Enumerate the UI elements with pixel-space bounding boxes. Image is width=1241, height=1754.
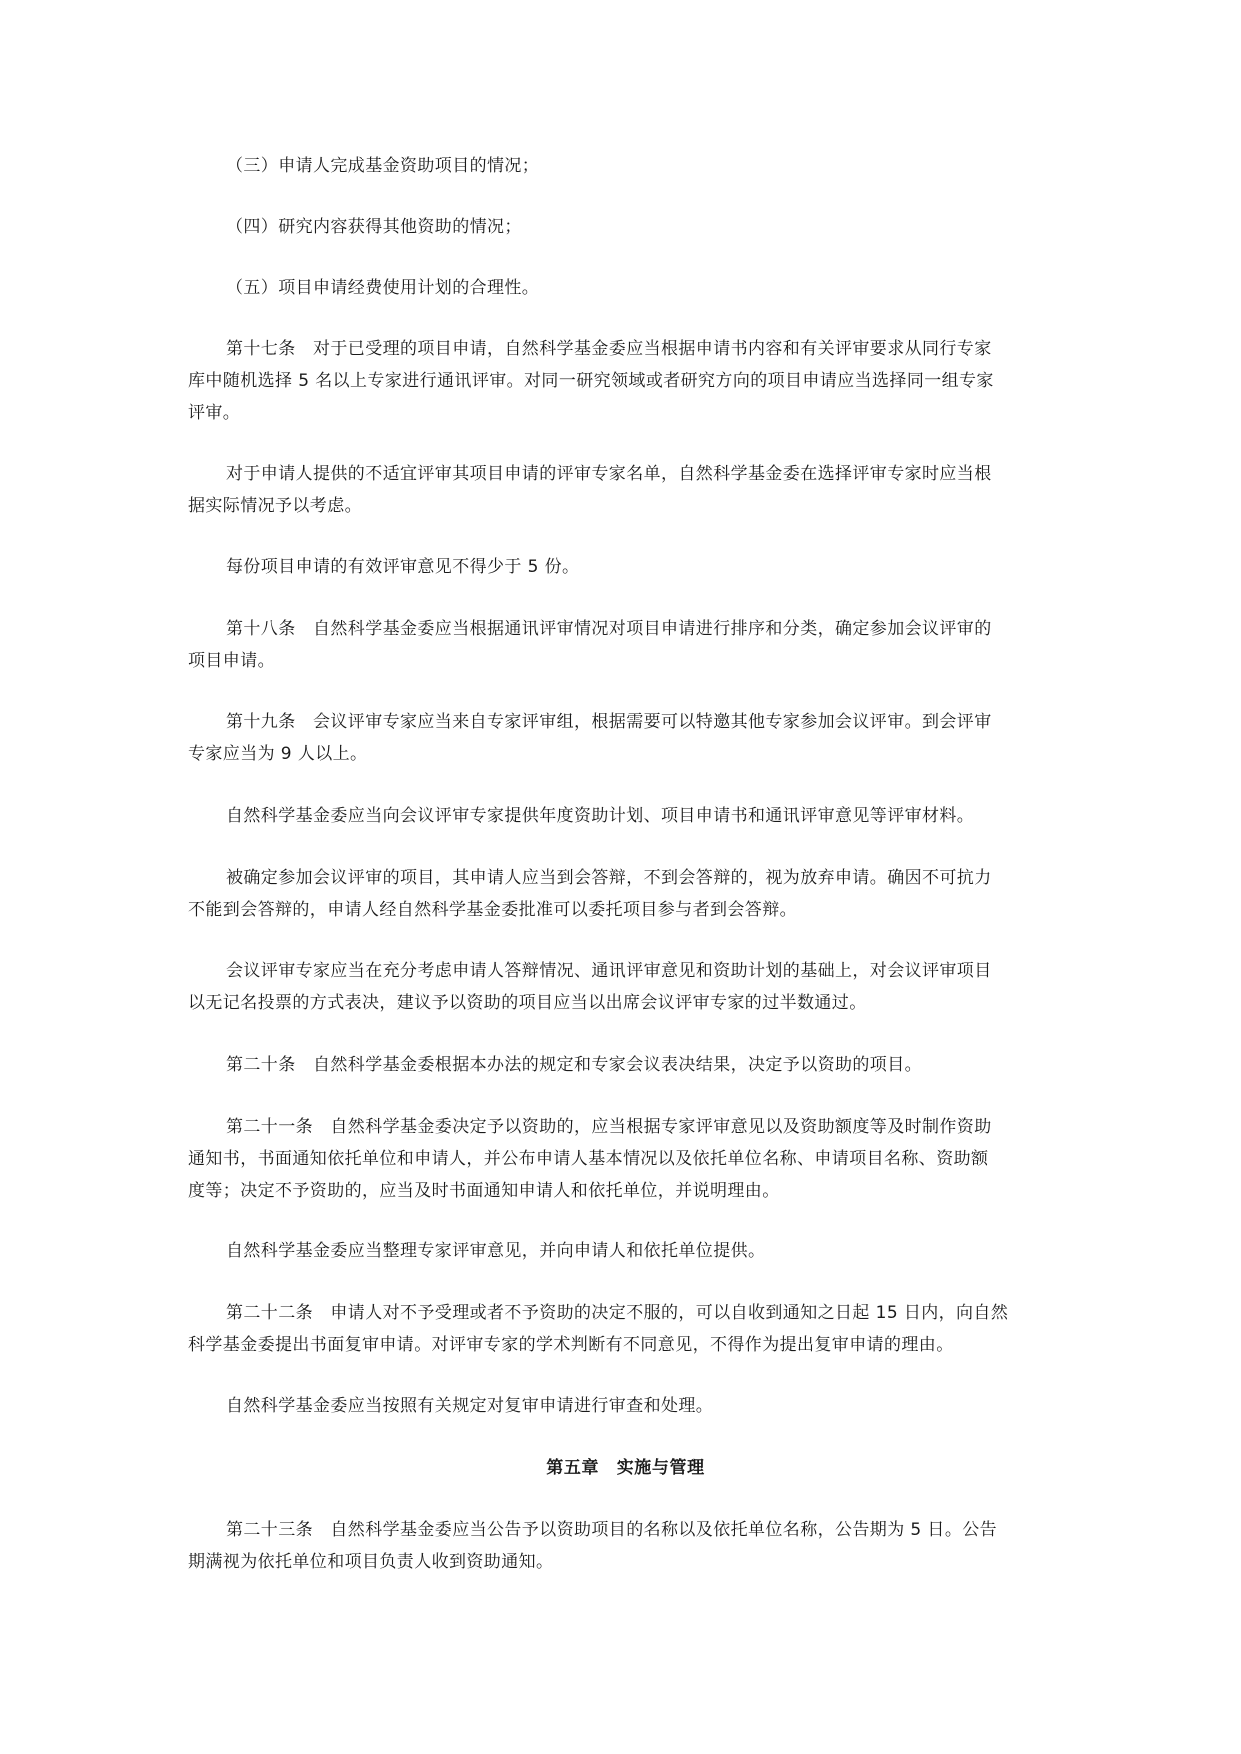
paragraph-line: 第二十条 自然科学基金委根据本办法的规定和专家会议表决结果，决定予以资助的项目。: [226, 1055, 922, 1075]
article-21: [188, 1111, 1063, 1207]
paragraph-line: 期满视为依托单位和项目负责人收到资助通知。: [188, 1552, 554, 1572]
article-21-para-2: [188, 1235, 1063, 1267]
article-22-para-2: [188, 1390, 1063, 1422]
article-20: [188, 1049, 1063, 1081]
paragraph-line: 被确定参加会议评审的项目，其申请人应当到会答辩，不到会答辩的，视为放弃申请。确因不可抗力: [226, 868, 992, 888]
paragraph-line: 第二十一条 自然科学基金委决定予以资助的，应当根据专家评审意见以及资助额度等及时制作资助: [226, 1117, 992, 1137]
chapter-heading: 第五章 实施与管理: [546, 1458, 705, 1478]
paragraph-line: 第十九条 会议评审专家应当来自专家评审组，根据需要可以特邀其他专家参加会议评审。到会评审: [226, 712, 992, 732]
paragraph-line: 通知书，书面通知依托单位和申请人，并公布申请人基本情况以及依托单位名称、申请项目名称、资助额: [188, 1149, 989, 1169]
paragraph-item-3: [188, 150, 1063, 182]
article-17-para-2: [188, 458, 1063, 522]
paragraph-line: 以无记名投票的方式表决，建议予以资助的项目应当以出席会议评审专家的过半数通过。: [188, 993, 867, 1013]
article-17: [188, 333, 1063, 429]
paragraph-line: 第二十二条 申请人对不予受理或者不予资助的决定不服的，可以自收到通知之日起 15 日内，向自然: [226, 1303, 1009, 1323]
article-18: [188, 613, 1063, 677]
article-19: [188, 706, 1063, 770]
paragraph-line: 库中随机选择 5 名以上专家进行通讯评审。对同一研究领域或者研究方向的项目申请应当选择同一组专家: [188, 371, 994, 391]
article-17-para-3: [188, 551, 1063, 583]
paragraph-line: 项目申请。: [188, 651, 275, 671]
paragraph-line: 度等；决定不予资助的，应当及时书面通知申请人和依托单位，并说明理由。: [188, 1181, 780, 1201]
paragraph-line: 自然科学基金委应当向会议评审专家提供年度资助计划、项目申请书和通讯评审意见等评审材料。: [226, 806, 975, 826]
paragraph-line: 不能到会答辩的，申请人经自然科学基金委批准可以委托项目参与者到会答辩。: [188, 900, 797, 920]
paragraph-line: 会议评审专家应当在充分考虑申请人答辩情况、通讯评审意见和资助计划的基础上，对会议评审项目: [226, 961, 992, 981]
paragraph-item-4: [188, 211, 1063, 243]
paragraph-line: 第二十三条 自然科学基金委应当公告予以资助项目的名称以及依托单位名称，公告期为 5 日。公告: [226, 1520, 998, 1540]
paragraph-line: （五）项目申请经费使用计划的合理性。: [226, 278, 540, 298]
paragraph-line: 专家应当为 9 人以上。: [188, 744, 368, 764]
paragraph-line: 每份项目申请的有效评审意见不得少于 5 份。: [226, 557, 580, 577]
article-22: [188, 1297, 1063, 1361]
paragraph-line: 对于申请人提供的不适宜评审其项目申请的评审专家名单，自然科学基金委在选择评审专家时应当根: [226, 464, 992, 484]
paragraph-line: 评审。: [188, 403, 241, 423]
article-19-para-2: [188, 800, 1063, 832]
paragraph-line: 科学基金委提出书面复审申请。对评审专家的学术判断有不同意见，不得作为提出复审申请的理由。: [188, 1335, 954, 1355]
paragraph-line: （三）申请人完成基金资助项目的情况；: [226, 156, 540, 176]
paragraph-item-5: [188, 272, 1063, 304]
paragraph-line: 据实际情况予以考虑。: [188, 496, 362, 516]
article-19-para-4: [188, 955, 1063, 1019]
paragraph-line: 自然科学基金委应当按照有关规定对复审申请进行审查和处理。: [226, 1396, 714, 1416]
paragraph-line: 第十七条 对于已受理的项目申请，自然科学基金委应当根据申请书内容和有关评审要求从同行专家: [226, 339, 992, 359]
paragraph-line: 自然科学基金委应当整理专家评审意见，并向申请人和依托单位提供。: [226, 1241, 766, 1261]
paragraph-line: 第十八条 自然科学基金委应当根据通讯评审情况对项目申请进行排序和分类，确定参加会议评审的: [226, 619, 992, 639]
article-23: [188, 1514, 1063, 1578]
article-19-para-3: [188, 862, 1063, 926]
paragraph-line: （四）研究内容获得其他资助的情况；: [226, 217, 522, 237]
